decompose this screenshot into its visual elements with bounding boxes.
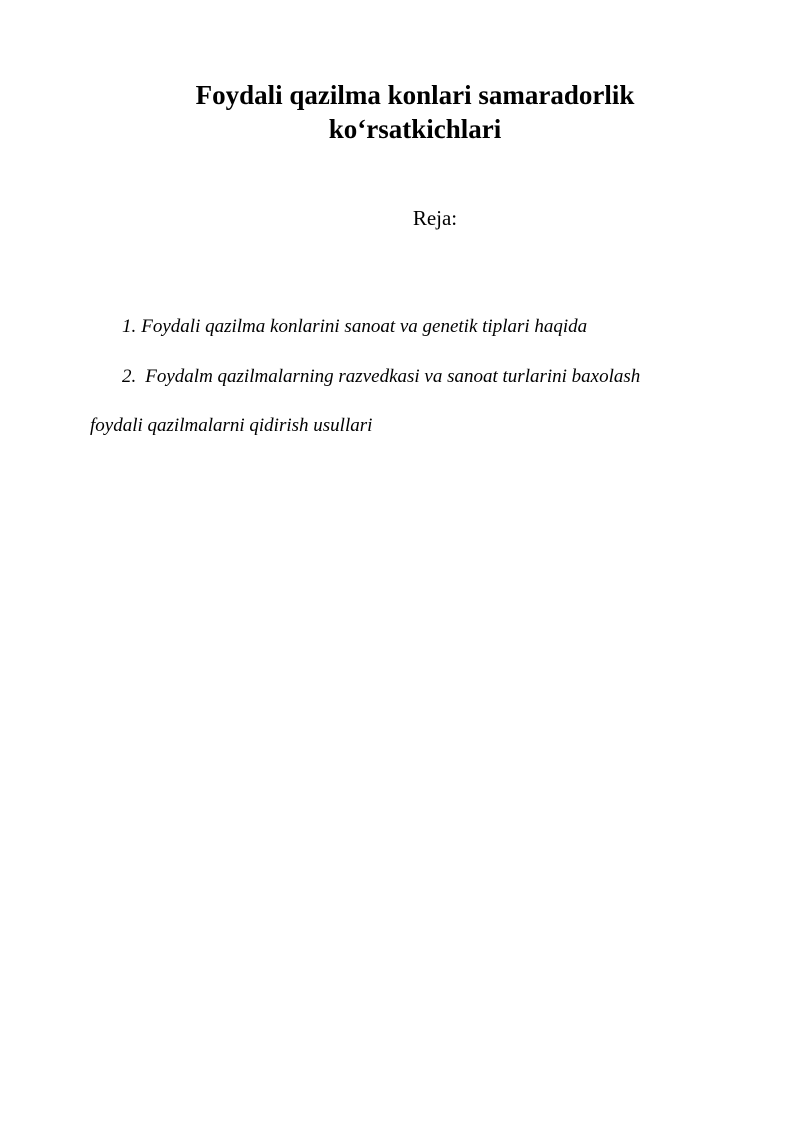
- plan-item-1: [122, 314, 587, 340]
- plan-item-2-continuation: foydali qazilmalarni qidirish usullari: [90, 415, 373, 436]
- plan-item-2-number: 2.: [122, 366, 137, 387]
- plan-item-2: [122, 364, 640, 390]
- plan-item-1-number: 1.: [122, 316, 137, 337]
- plan-item-2-text: Foydalm qazilmalarning razvedkasi va sanoat turlarini baxolash: [145, 366, 641, 387]
- plan-item-1-text: Foydali qazilma konlarini sanoat va genetik tiplari haqida: [141, 316, 588, 337]
- document-title-line-2: ko‘rsatkichlari: [328, 114, 502, 144]
- document-title-line-1: Foydali qazilma konlari samaradorlik: [195, 80, 635, 110]
- plan-heading: Reja:: [412, 206, 458, 230]
